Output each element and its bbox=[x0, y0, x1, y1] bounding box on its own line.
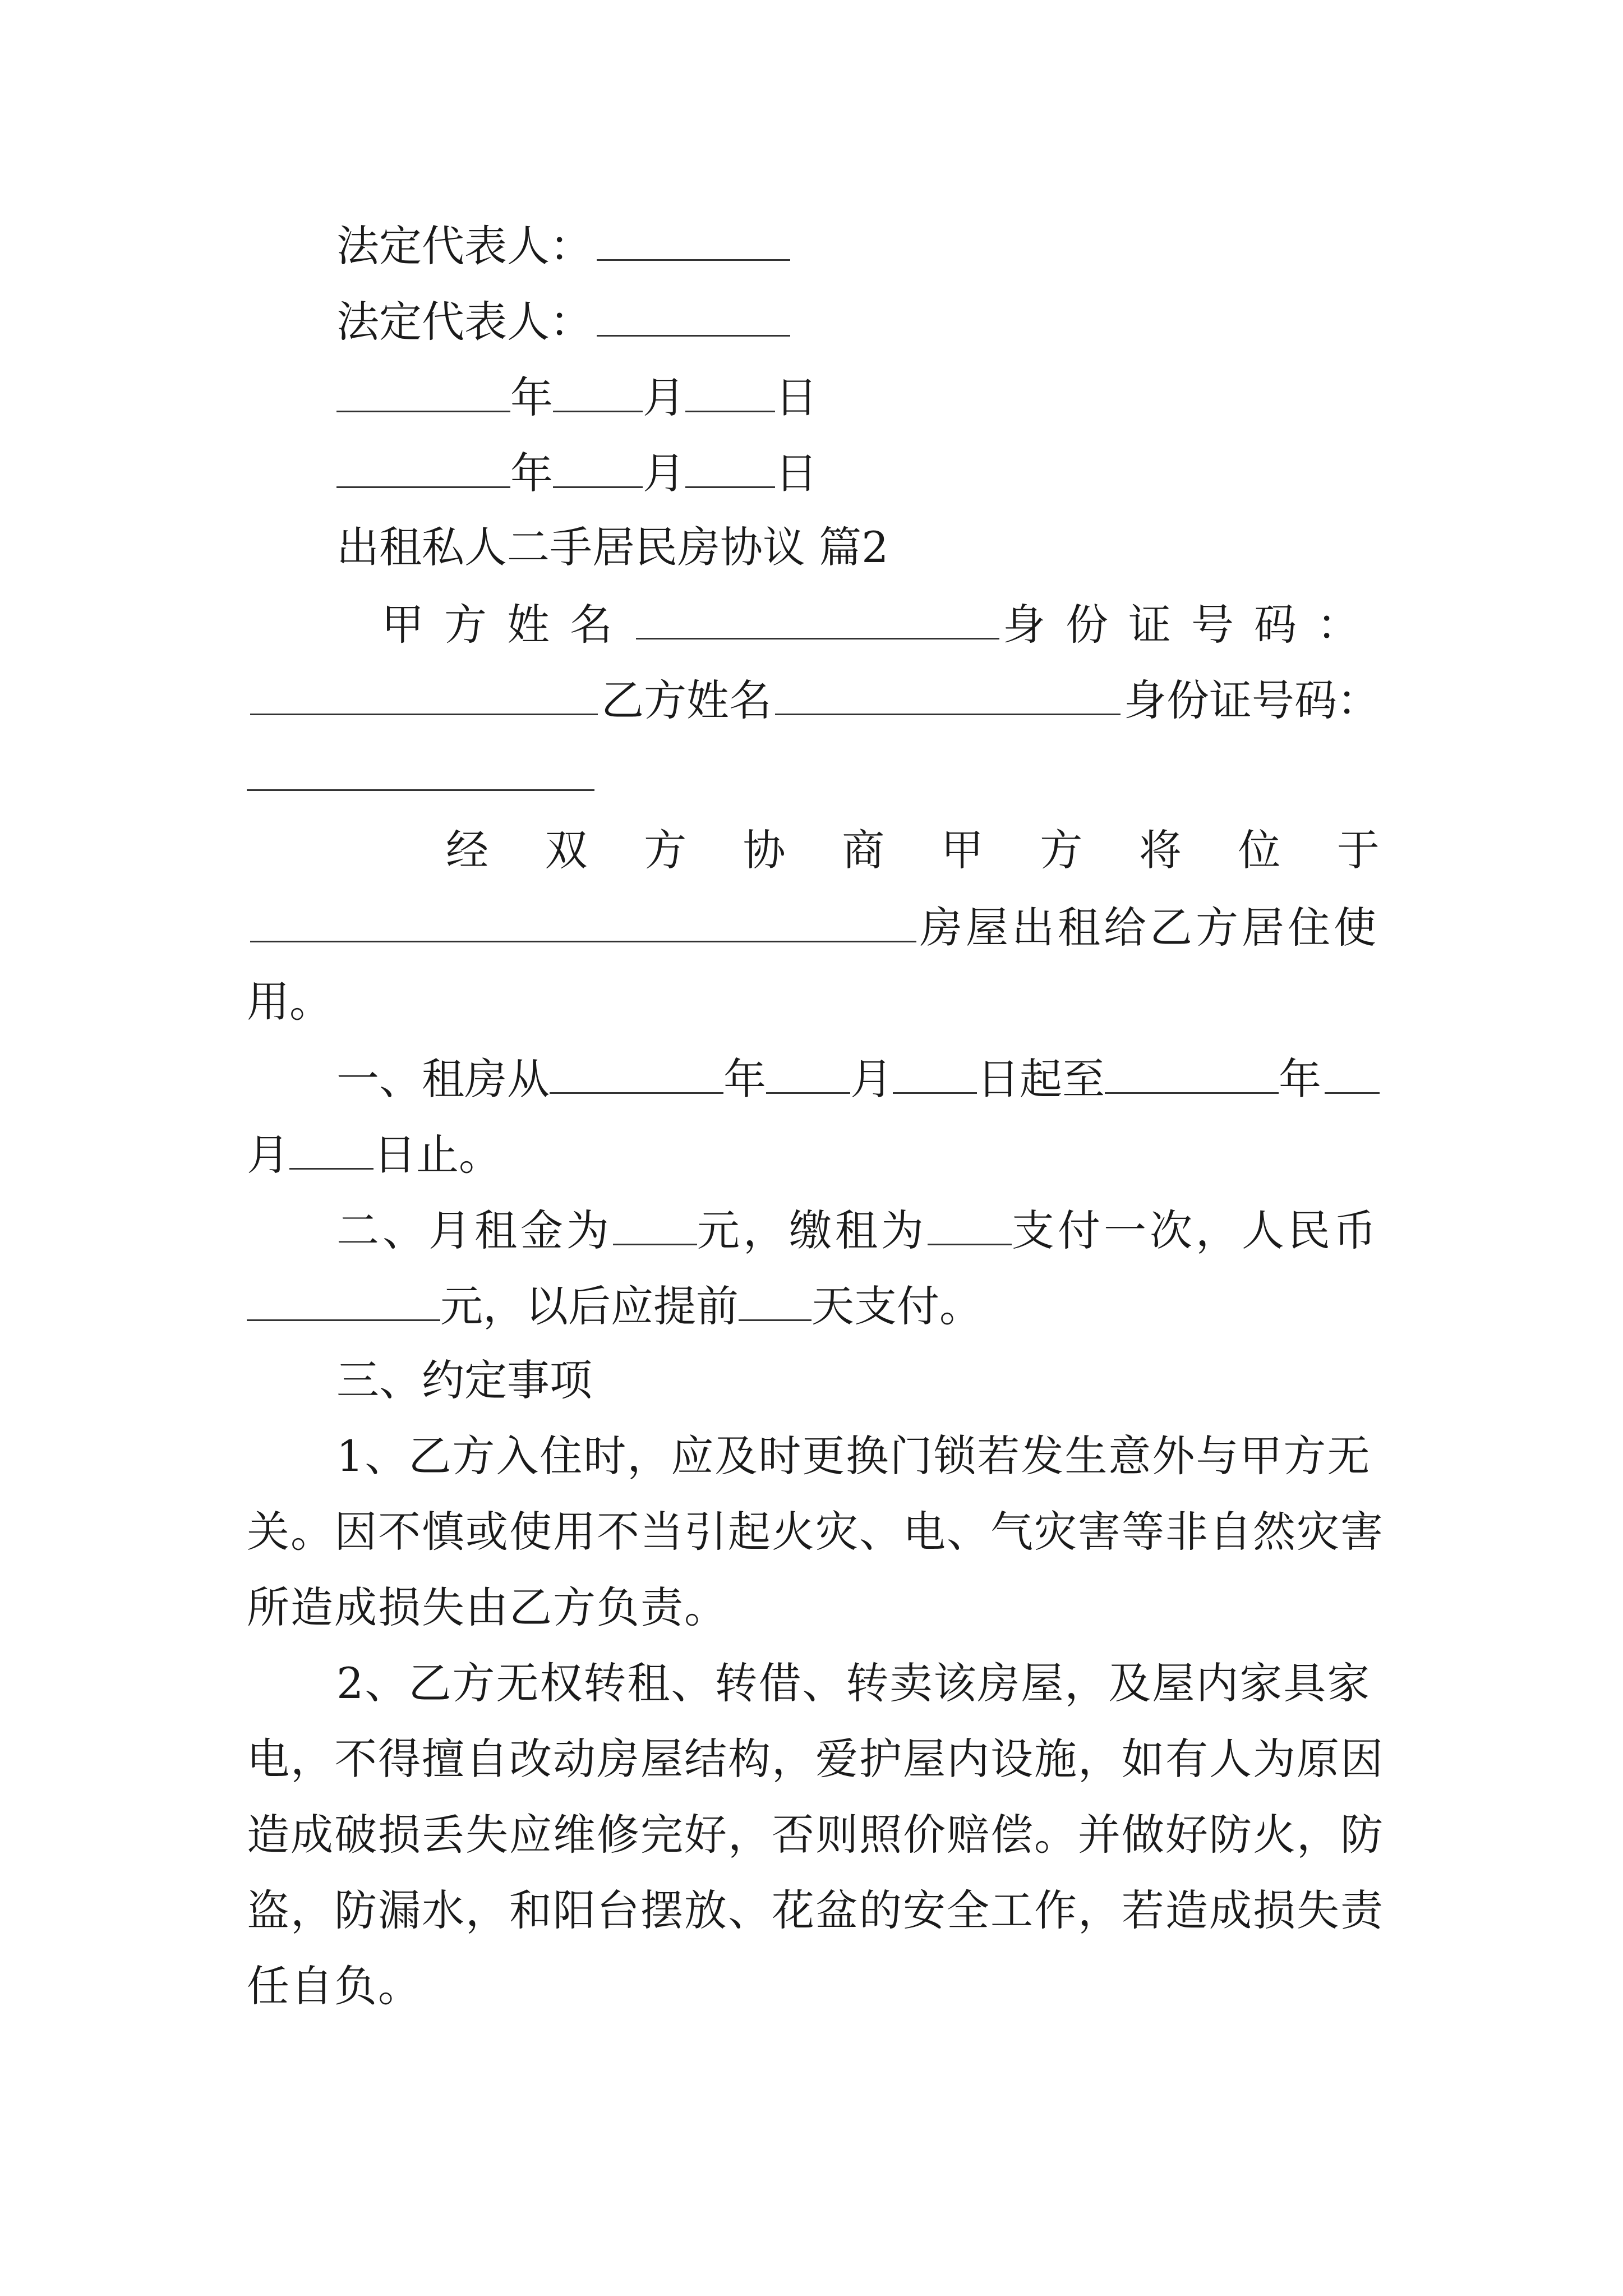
rent-line-1 bbox=[336, 1205, 1380, 1255]
representative-blank-2 bbox=[597, 299, 790, 337]
party-a-line bbox=[381, 600, 1380, 650]
party-a-id-blank bbox=[250, 678, 598, 715]
term-month-blank bbox=[766, 1056, 850, 1094]
party-a-name-label: 甲方姓名 bbox=[381, 600, 633, 650]
rent-prefix: 二、月租金为 bbox=[336, 1205, 612, 1255]
intro-char: 方 bbox=[1040, 825, 1083, 875]
intro-spread-line bbox=[446, 825, 1380, 875]
party-b-id-blank bbox=[247, 753, 594, 791]
representative-line-2 bbox=[336, 297, 790, 347]
date-day-label: 日 bbox=[775, 372, 818, 422]
term-day2-blank bbox=[289, 1132, 374, 1170]
date-line-1 bbox=[336, 372, 818, 422]
intro-char: 商 bbox=[842, 825, 885, 875]
representative-label-1: 法定代表人： bbox=[336, 221, 592, 271]
party-b-name-label: 乙方姓名 bbox=[601, 675, 772, 725]
rent-yuan2-label: 元，以后应提前 bbox=[440, 1281, 739, 1331]
intro-char: 方 bbox=[644, 825, 687, 875]
section-3-title: 三、约定事项 bbox=[336, 1355, 592, 1405]
rent-days-label: 天支付。 bbox=[811, 1281, 982, 1331]
intro-char: 经 bbox=[446, 825, 488, 875]
term-year2-label: 年 bbox=[1279, 1054, 1321, 1104]
term-year2-blank bbox=[1105, 1056, 1279, 1094]
date-year-label: 年 bbox=[510, 448, 553, 498]
clause-2-line-4: 盗，防漏水，和阳台摆放、花盆的安全工作，若造成损失责 bbox=[247, 1885, 1384, 1935]
party-b-id-label: 身份证号码： bbox=[1124, 675, 1380, 725]
rent-rmb-blank bbox=[247, 1283, 440, 1321]
date-line-2 bbox=[336, 448, 818, 498]
date-month-label: 月 bbox=[643, 372, 685, 422]
date-day-label: 日 bbox=[775, 448, 818, 498]
date-year-blank bbox=[336, 375, 510, 412]
party-a-id-label: 身份证号码： bbox=[1003, 600, 1380, 650]
clause-2-line-1: 2、乙方无权转租、转借、转卖该房屋，及屋内家具家 bbox=[336, 1658, 1371, 1708]
clause-1-line-1: 1、乙方入住时，应及时更换门锁若发生意外与甲方无 bbox=[336, 1431, 1371, 1481]
intro-char: 双 bbox=[545, 825, 588, 875]
rent-amount-blank bbox=[613, 1208, 697, 1245]
term-year-blank bbox=[550, 1056, 723, 1094]
representative-label-2: 法定代表人： bbox=[336, 297, 592, 347]
representative-line-1 bbox=[336, 221, 790, 271]
party-b-line bbox=[247, 675, 1380, 725]
term-line-1 bbox=[336, 1054, 1380, 1104]
intro-char: 位 bbox=[1238, 825, 1281, 875]
intro-rest-text: 房屋出租给乙方居住使 bbox=[920, 903, 1380, 953]
date-year-label: 年 bbox=[510, 372, 553, 422]
intro-line-2 bbox=[247, 903, 1380, 953]
representative-blank-1 bbox=[597, 223, 790, 261]
date-month-label: 月 bbox=[643, 448, 685, 498]
term-month2-label: 月 bbox=[247, 1130, 289, 1180]
property-address-blank bbox=[250, 905, 916, 942]
rent-line-2 bbox=[247, 1281, 982, 1331]
date-year-blank bbox=[336, 450, 510, 488]
party-b-name-blank bbox=[775, 678, 1121, 715]
intro-char: 将 bbox=[1138, 825, 1182, 875]
date-day-blank bbox=[685, 375, 775, 412]
term-day-end-label: 日止。 bbox=[374, 1130, 501, 1180]
term-prefix: 一、租房从 bbox=[336, 1054, 550, 1104]
term-month2-blank bbox=[1325, 1056, 1380, 1094]
section-heading: 出租私人二手居民房协议 篇2 bbox=[336, 522, 889, 572]
term-line-2 bbox=[247, 1130, 501, 1180]
date-month-blank bbox=[553, 450, 643, 488]
intro-char: 甲 bbox=[940, 825, 984, 875]
term-year-label: 年 bbox=[723, 1054, 766, 1104]
term-day-from-label: 日起至 bbox=[977, 1054, 1105, 1104]
rent-pay-label: 支付一次，人民币 bbox=[1012, 1205, 1380, 1255]
term-day-blank bbox=[893, 1056, 977, 1094]
clause-2-line-5: 任自负。 bbox=[247, 1961, 422, 2011]
rent-yuan-label: 元，缴租为 bbox=[697, 1205, 927, 1255]
rent-period-blank bbox=[928, 1208, 1012, 1245]
intro-char: 于 bbox=[1336, 825, 1380, 875]
clause-1-line-3: 所造成损失由乙方负责。 bbox=[247, 1582, 728, 1632]
clause-1-line-2: 关。因不慎或使用不当引起火灾、电、气灾害等非自然灾害 bbox=[247, 1507, 1384, 1557]
clause-2-line-2: 电，不得擅自改动房屋结构，爱护屋内设施，如有人为原因 bbox=[247, 1734, 1384, 1784]
intro-char: 协 bbox=[743, 825, 786, 875]
rent-days-blank bbox=[739, 1283, 811, 1321]
intro-line-3: 用。 bbox=[247, 977, 332, 1027]
party-b-id-blank-line bbox=[247, 753, 594, 798]
date-month-blank bbox=[553, 375, 643, 412]
term-month-label: 月 bbox=[850, 1054, 893, 1104]
clause-2-line-3: 造成破损丢失应维修完好，否则照价赔偿。并做好防火，防 bbox=[247, 1810, 1384, 1860]
date-day-blank bbox=[685, 450, 775, 488]
party-a-name-blank bbox=[636, 602, 999, 639]
